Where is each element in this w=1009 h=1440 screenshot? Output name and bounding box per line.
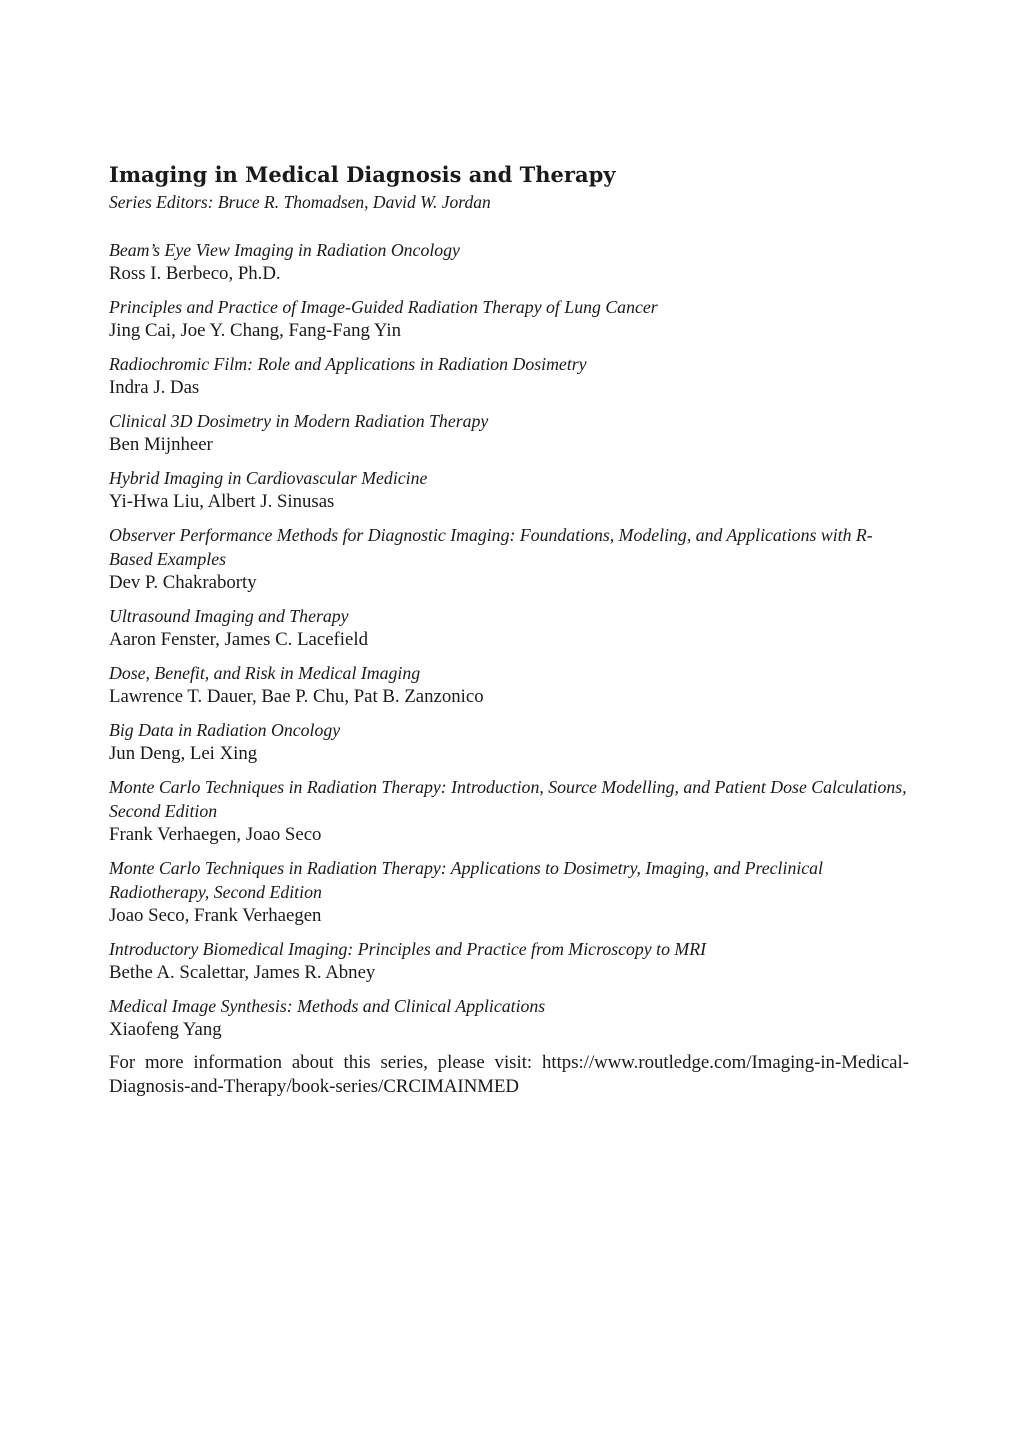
series-editors: Series Editors: Bruce R. Thomadsen, David W. Jordan	[109, 192, 491, 212]
book-authors: Dev P. Chakraborty	[109, 572, 257, 593]
book-entry	[109, 775, 909, 847]
book-title: Radiochromic Film: Role and Applications in Radiation Dosimetry	[109, 354, 587, 374]
book-entry	[109, 295, 909, 343]
book-title: Medical Image Synthesis: Methods and Clinical Applications	[109, 996, 546, 1016]
book-title: Monte Carlo Techniques in Radiation Therapy: Introduction, Source Modelling, and Patient Dose Calculations, Second Edition	[109, 777, 907, 821]
book-entry	[109, 523, 909, 595]
book-authors: Jing Cai, Joe Y. Chang, Fang-Fang Yin	[109, 320, 401, 341]
book-title: Big Data in Radiation Oncology	[109, 720, 341, 740]
book-authors: Bethe A. Scalettar, James R. Abney	[109, 962, 376, 983]
series-page	[109, 160, 909, 1099]
book-authors: Ben Mijnheer	[109, 434, 213, 455]
book-authors: Frank Verhaegen, Joao Seco	[109, 824, 322, 845]
book-entry	[109, 856, 909, 928]
book-authors: Yi-Hwa Liu, Albert J. Sinusas	[109, 491, 335, 512]
book-title: Dose, Benefit, and Risk in Medical Imaging	[109, 663, 421, 683]
book-title: Observer Performance Methods for Diagnostic Imaging: Foundations, Modeling, and Applications with R-Based Examples	[109, 525, 873, 569]
book-title: Ultrasound Imaging and Therapy	[109, 606, 349, 626]
book-entry	[109, 238, 909, 286]
book-entry	[109, 994, 909, 1042]
book-entry	[109, 937, 909, 985]
book-authors: Lawrence T. Dauer, Bae P. Chu, Pat B. Zanzonico	[109, 686, 484, 707]
book-entry	[109, 604, 909, 652]
book-entry	[109, 409, 909, 457]
book-entry	[109, 466, 909, 514]
book-title: Hybrid Imaging in Cardiovascular Medicine	[109, 468, 428, 488]
book-entry	[109, 661, 909, 709]
book-title: Beam’s Eye View Imaging in Radiation Oncology	[109, 240, 460, 260]
book-authors: Indra J. Das	[109, 377, 200, 398]
book-authors: Xiaofeng Yang	[109, 1019, 222, 1040]
book-authors: Ross I. Berbeco, Ph.D.	[109, 263, 281, 284]
book-list	[109, 238, 909, 1042]
book-authors: Jun Deng, Lei Xing	[109, 743, 258, 764]
book-authors: Aaron Fenster, James C. Lacefield	[109, 629, 368, 650]
series-title: Imaging in Medical Diagnosis and Therapy	[109, 162, 616, 187]
book-title: Introductory Biomedical Imaging: Principles and Practice from Microscopy to MRI	[109, 939, 707, 959]
book-title: Clinical 3D Dosimetry in Modern Radiation Therapy	[109, 411, 489, 431]
book-entry	[109, 718, 909, 766]
book-authors: Joao Seco, Frank Verhaegen	[109, 905, 322, 926]
book-title: Principles and Practice of Image-Guided Radiation Therapy of Lung Cancer	[109, 297, 658, 317]
book-entry	[109, 352, 909, 400]
series-more-info: For more information about this series, please visit: https://www.routledge.com/Imaging-in-Medical-Diagnosis-and-Therapy/book-series/CRCIMAINMED	[109, 1052, 909, 1097]
book-title: Monte Carlo Techniques in Radiation Therapy: Applications to Dosimetry, Imaging, and Preclinical Radiotherapy, Second Edition	[109, 858, 823, 902]
